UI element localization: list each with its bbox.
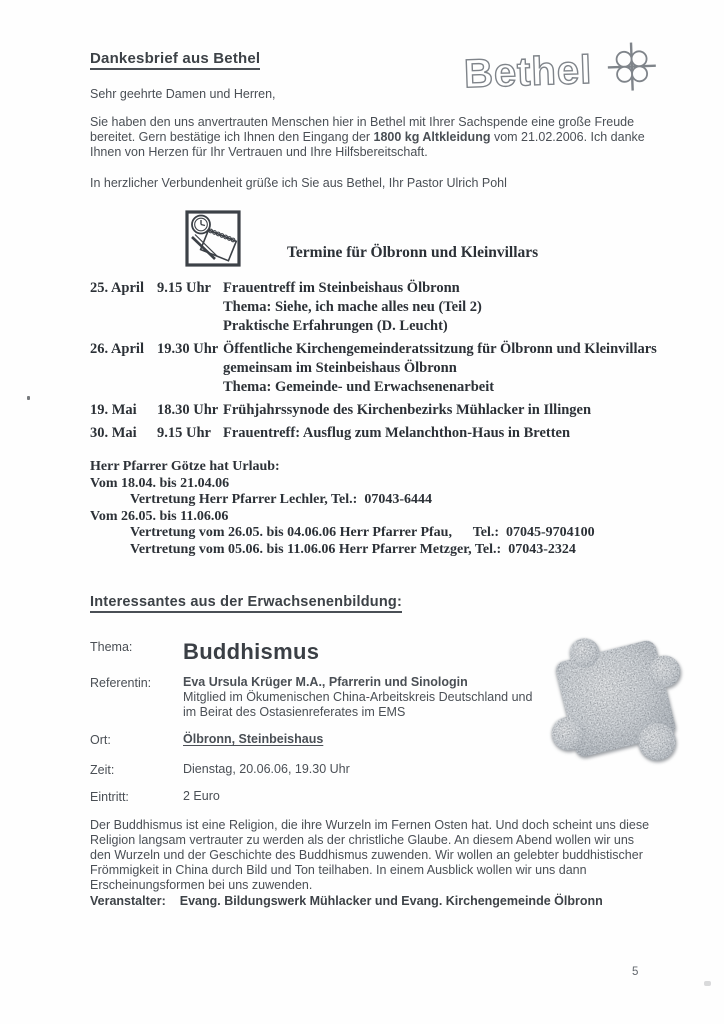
ort-label: Ort: bbox=[90, 733, 111, 747]
description-line: Frömmigkeit in China durch Bild und Ton teilhaben. In einem Ausblick wollen wir uns dann bbox=[90, 863, 587, 877]
event-line: Praktische Erfahrungen (D. Leucht) bbox=[223, 318, 448, 334]
table-row bbox=[90, 401, 710, 420]
bethel-logo bbox=[461, 39, 663, 107]
scan-speck bbox=[27, 396, 30, 400]
urlaub-heading: Herr Pfarrer Götze hat Urlaub: bbox=[90, 459, 280, 474]
letter-body-text: bereitet. Gern bestätige ich Ihnen den Eingang der bbox=[90, 130, 374, 144]
eintritt-value: 2 Euro bbox=[183, 789, 220, 803]
urlaub-section bbox=[90, 459, 700, 558]
buddhismus-description bbox=[90, 818, 702, 893]
table-row bbox=[90, 340, 710, 397]
referentin-detail-line: im Beirat des Ostasienreferates im EMS bbox=[183, 705, 406, 719]
letter-body bbox=[90, 115, 658, 160]
bethel-logo-graphic bbox=[461, 39, 663, 102]
letter-body-bold-amount: 1800 kg Altkleidung bbox=[373, 130, 491, 144]
letter-body-line: Ihnen von Herzen für Ihr Vertrauen und Ihre Hilfsbereitschaft. bbox=[90, 145, 428, 159]
zeit-value: Dienstag, 20.06.06, 19.30 Uhr bbox=[183, 762, 350, 776]
event-line: Öffentliche Kirchengemeinderatssitzung für Ölbronn und Kleinvillars bbox=[223, 341, 657, 357]
erwachsenenbildung-heading: Interessantes aus der Erwachsenenbildung: bbox=[90, 594, 402, 613]
letter-body-line bbox=[90, 130, 658, 145]
letter-closing: In herzlicher Verbundenheit grüße ich Sie aus Bethel, Ihr Pastor Ulrich Pohl bbox=[90, 176, 507, 190]
letter-body-line: Sie haben den uns anvertrauten Menschen hier in Bethel mit Ihrer Sachspende eine große Freude bbox=[90, 115, 635, 129]
referentin-label: Referentin: bbox=[90, 676, 152, 690]
event-line: Frühjahrssynode des Kirchenbezirks Mühlacker in Illingen bbox=[223, 402, 592, 418]
event-date: 25. April bbox=[90, 280, 144, 296]
termine-heading: Termine für Ölbronn und Kleinvillars bbox=[287, 244, 539, 261]
bethel-logo-text: Bethel bbox=[463, 47, 593, 97]
event-line: Thema: Siehe, ich mache alles neu (Teil 2) bbox=[223, 299, 482, 315]
bethel-cross-icon bbox=[607, 42, 657, 92]
event-line: gemeinsam im Steinbeishaus Ölbronn bbox=[223, 360, 457, 376]
puzzle-piece-graphic bbox=[512, 606, 717, 798]
veranstalter-label: Veranstalter: bbox=[90, 894, 166, 908]
description-line: Der Buddhismus ist eine Religion, die ihre Wurzeln im Fernen Osten hat. Und doch scheint uns diese bbox=[90, 818, 650, 832]
event-time: 9.15 Uhr bbox=[157, 425, 211, 441]
event-line: Thema: Gemeinde- und Erwachsenenarbeit bbox=[223, 379, 495, 395]
event-time: 18.30 Uhr bbox=[157, 402, 219, 418]
ort-value: Ölbronn, Steinbeishaus bbox=[183, 732, 324, 746]
table-row bbox=[90, 279, 710, 336]
letter-heading: Dankesbrief aus Bethel bbox=[90, 50, 260, 70]
eintritt-label: Eintritt: bbox=[90, 790, 129, 804]
thema-label: Thema: bbox=[90, 640, 133, 654]
events-table bbox=[90, 279, 710, 443]
referentin-name: Eva Ursula Krüger M.A., Pfarrerin und Sinologin bbox=[183, 675, 468, 689]
event-description bbox=[223, 340, 710, 397]
termine-section bbox=[90, 244, 710, 447]
letter-salutation: Sehr geehrte Damen und Herren, bbox=[90, 87, 276, 101]
letter-body-text: vom 21.02.2006. Ich danke bbox=[490, 130, 645, 144]
urlaub-line: Vom 18.04. bis 21.04.06 bbox=[90, 475, 230, 491]
event-description bbox=[223, 424, 710, 443]
event-date: 30. Mai bbox=[90, 425, 137, 441]
page-number: 5 bbox=[632, 966, 639, 978]
veranstalter-line bbox=[90, 894, 702, 909]
scan-speck bbox=[704, 981, 711, 986]
zeit-label: Zeit: bbox=[90, 763, 115, 777]
event-description bbox=[223, 279, 710, 336]
event-description bbox=[223, 401, 710, 420]
puzzle-piece-image bbox=[512, 606, 717, 803]
urlaub-line: Vertretung Herr Pfarrer Lechler, Tel.: 07043-6444 bbox=[130, 492, 432, 507]
event-line: Frauentreff: Ausflug zum Melanchthon-Haus in Bretten bbox=[223, 425, 571, 441]
event-time: 19.30 Uhr bbox=[157, 341, 219, 357]
thema-value: Buddhismus bbox=[183, 639, 320, 664]
urlaub-line: Vertretung vom 05.06. bis 11.06.06 Herr Pfarrer Metzger, Tel.: 07043-2324 bbox=[130, 541, 576, 557]
table-row bbox=[90, 424, 710, 443]
description-line: Erscheinungsformen bei uns zuwenden. bbox=[90, 878, 313, 892]
urlaub-line: Vom 26.05. bis 11.06.06 bbox=[90, 508, 229, 524]
event-time: 9.15 Uhr bbox=[157, 280, 211, 296]
event-line: Frauentreff im Steinbeishaus Ölbronn bbox=[223, 280, 460, 296]
description-line: Religion langsam vertrauter zu werden als der christliche Glaube. An diesem Abend wollen wir uns bbox=[90, 833, 635, 847]
referentin-detail-line: Mitglied im Ökumenischen China-Arbeitskreis Deutschland und bbox=[183, 690, 533, 704]
veranstalter-value: Evang. Bildungswerk Mühlacker und Evang. Kirchengemeinde Ölbronn bbox=[179, 894, 603, 908]
urlaub-line: Vertretung vom 26.05. bis 04.06.06 Herr Pfarrer Pfau, Tel.: 07045-9704100 bbox=[130, 525, 595, 540]
event-date: 19. Mai bbox=[90, 402, 137, 418]
description-line: den Wurzeln und der Geschichte des Buddhismus zuwenden. Wir wollen an gelebter buddhistischer bbox=[90, 848, 643, 862]
event-date: 26. April bbox=[90, 341, 144, 357]
